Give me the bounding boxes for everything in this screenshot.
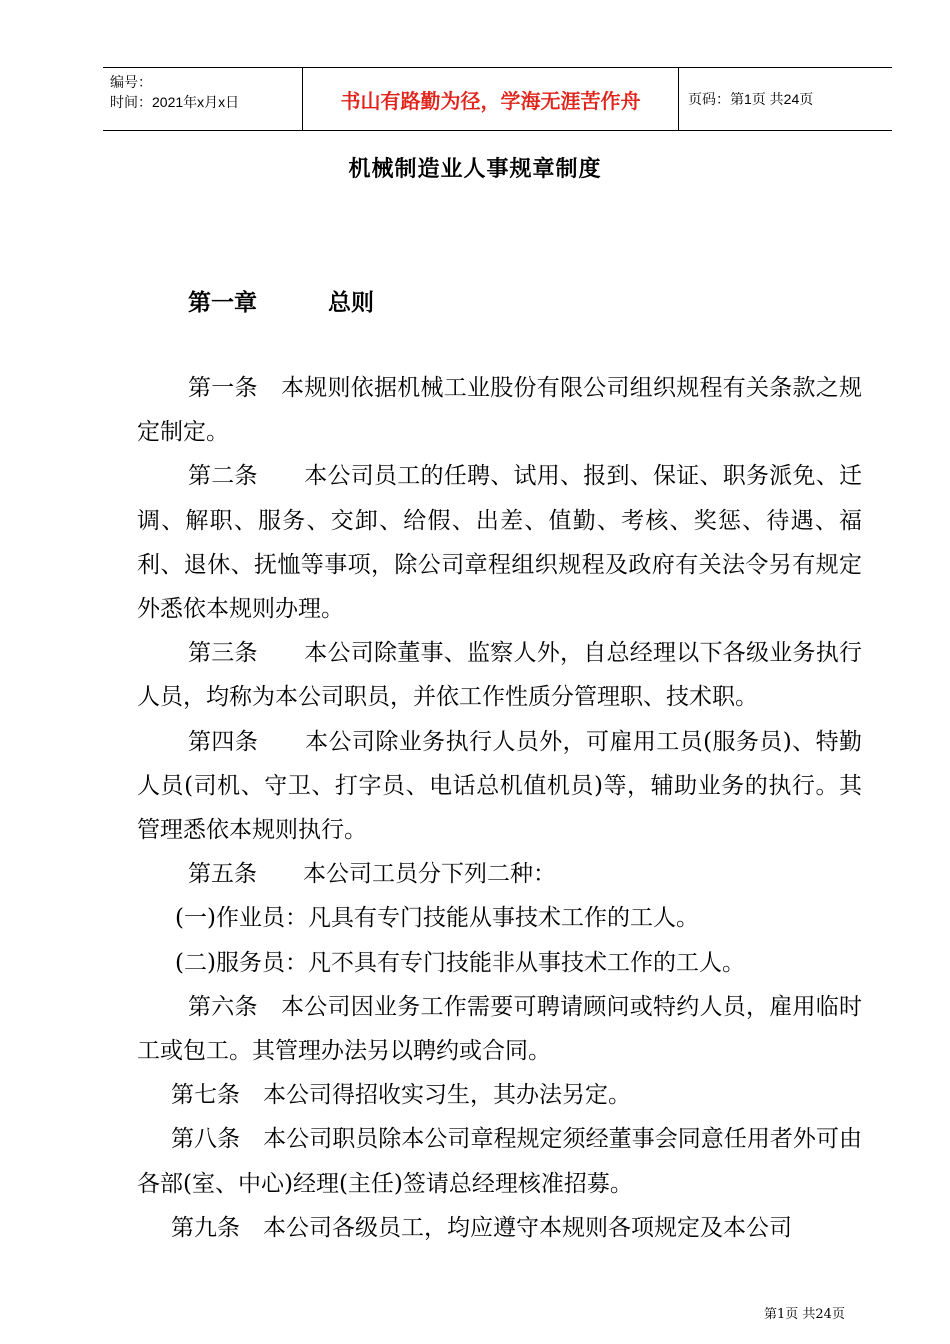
- header-motto: 书山有路勤为径，学海无涯苦作舟: [303, 68, 679, 130]
- paragraph-item-1: (一)作业员：凡具有专门技能从事技术工作的工人。: [175, 905, 699, 932]
- page-footer: 第1页 共24页: [764, 1307, 845, 1322]
- paragraph-article-4: 第四条 本公司除业务执行人员外，可雇用工员(服务员)、特勤人员(司机、守卫、打字员、电话总机值机员)等，辅助业务的执行。其管理悉依本规则执行。: [137, 728, 862, 844]
- paragraph-article-1: 第一条 本规则依据机械工业股份有限公司组织规程有关条款之规定制定。: [137, 375, 862, 446]
- paragraph-item-2: (二)服务员：凡不具有专门技能非从事技术工作的工人。: [175, 949, 745, 976]
- document-body: [137, 366, 862, 1250]
- paragraph-article-3: 第三条 本公司除董事、监察人外，自总经理以下各级业务执行人员，均称为本公司职员，并依工作性质分管理职、技术职。: [137, 640, 862, 711]
- number-label: 编号：: [110, 74, 152, 90]
- date-label: 时间：2021年x月x日: [110, 94, 240, 110]
- document-title: 机械制造业人事规章制度: [348, 156, 602, 182]
- paragraph-article-7: 第七条 本公司得招收实习生，其办法另定。: [171, 1082, 631, 1109]
- header-meta: [103, 68, 303, 130]
- paragraph-article-2: 第二条 本公司员工的任聘、试用、报到、保证、职务派免、迁调、解职、服务、交卸、给假、出差、值勤、考核、奖惩、待遇、福利、退休、抚恤等事项，除公司章程组织规程及政府有关法令另有规定外悉依本规则办理。: [137, 463, 862, 623]
- paragraph-article-9: 第九条 本公司各级员工，均应遵守本规则各项规定及本公司: [171, 1214, 792, 1241]
- page-header: [103, 67, 892, 131]
- paragraph-article-6: 第六条 本公司因业务工作需要可聘请顾问或特约人员，雇用临时工或包工。其管理办法另以聘约或合同。: [137, 993, 862, 1065]
- paragraph-article-5: 第五条 本公司工员分下列二种：: [188, 861, 556, 888]
- chapter-number: 第一章: [188, 289, 257, 316]
- header-page-info: 页码：第1页 共24页: [688, 91, 814, 107]
- paragraph-article-8: 第八条 本公司职员除本公司章程规定须经董事会同意任用者外可由各部(室、中心)经理(主任)签请总经理核准招募。: [137, 1126, 862, 1197]
- chapter-heading: [188, 284, 374, 317]
- chapter-name: 总则: [328, 289, 374, 316]
